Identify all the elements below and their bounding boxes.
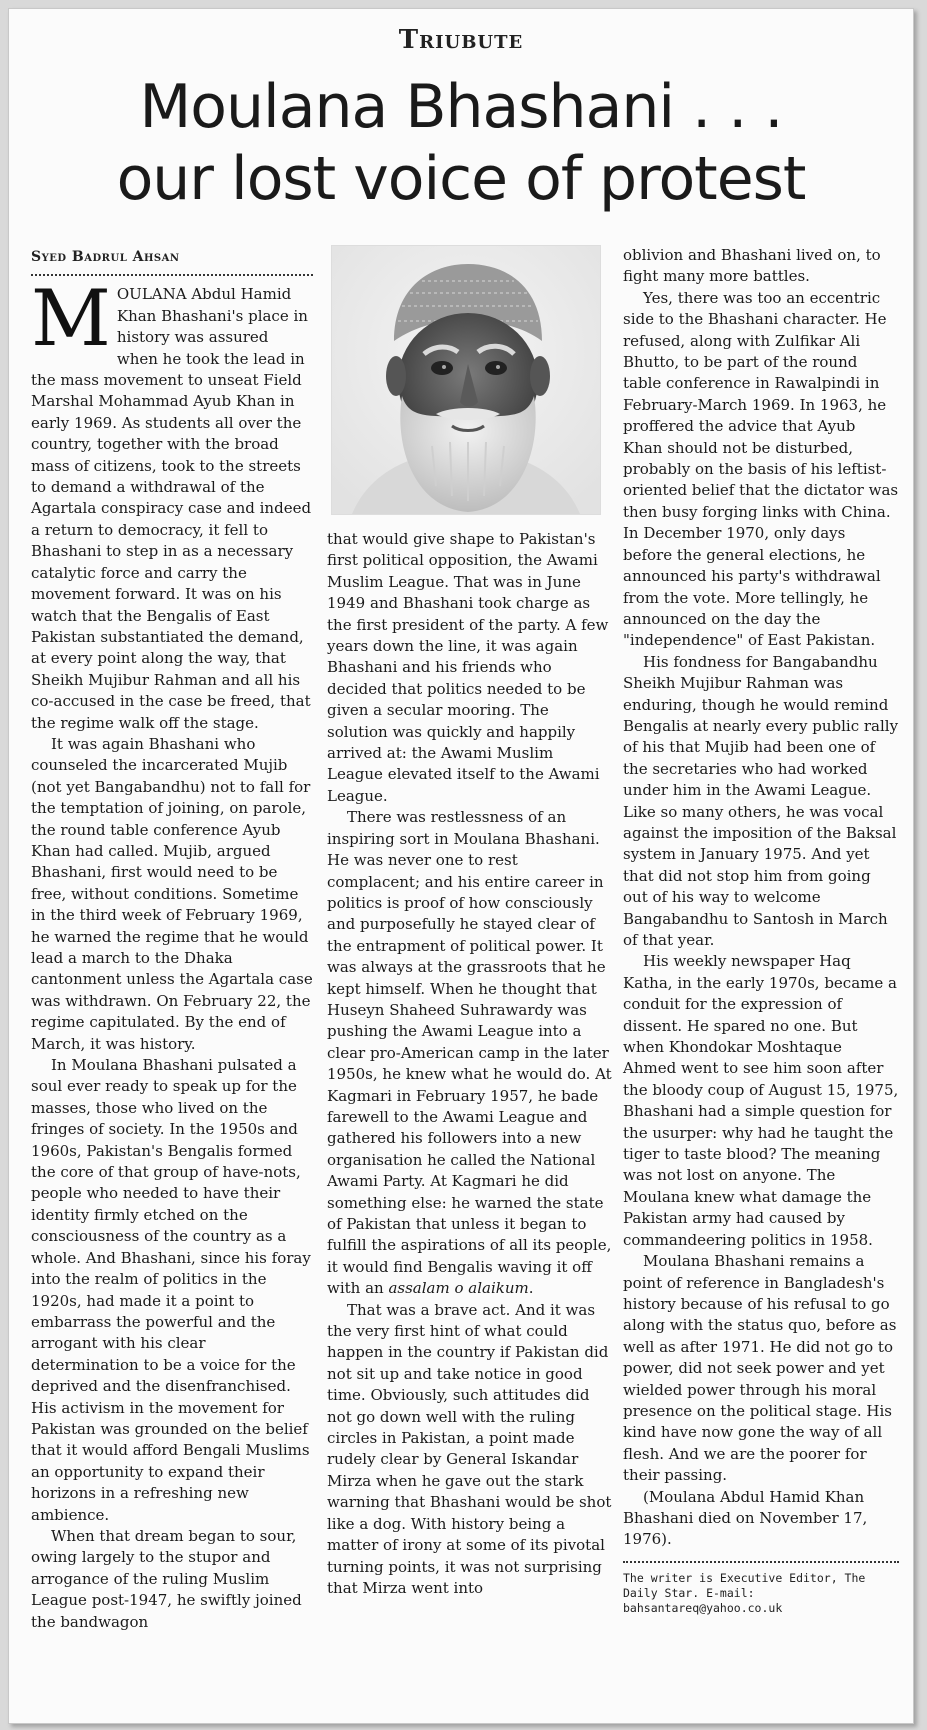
column-3 [623, 245, 899, 1616]
paragraph: It was again Bhashani who counseled the incarcerated Mujib (not yet Bangabandhu) not to fall for the temptation of joining, on parole, the round table conference Ayub Khan had called. Mujib, argued Bhashani, first would need to be free, without conditions. Sometime in the third week of February 1969, he warned the regime that he would lead a march to the Dhaka cantonment unless the Agartala case was withdrawn. On February 22, the regime capitulated. By the end of March, it was history. [31, 734, 313, 1053]
author-note: The writer is Executive Editor, The Daily Star. E-mail: bahsantareq@yahoo.co.uk [623, 1570, 866, 1615]
column-2 [327, 529, 613, 1599]
newspaper-page [8, 8, 914, 1724]
column-1 [31, 245, 313, 1633]
paragraph: (Moulana Abdul Hamid Khan Bhashani died on November 17, 1976). [623, 1487, 868, 1549]
lead-paragraph [31, 274, 313, 734]
paragraph-text: There was restlessness of an inspiring sort in Moulana Bhashani. He was never one to rest complacent; and his entire career in politics is proof of how consciously and purposefully he stayed clear of the entrapment of political power. It was always at the grassroots that he kept himself. When he thought that Huseyn Shaheed Suhrawardy was pushing the Awami League into a clear pro-American camp in the later 1950s, he knew what he would do. At Kagmari in February 1957, he bade farewell to the Awami League and gathered his followers into a new organisation he called the National Awami Party. At Kagmari he did something else: he warned the state of Pakistan that unless it began to fulfill the aspirations of all its people, it would find Bengalis waving it off with an [327, 808, 612, 1298]
paragraph: His fondness for Bangabandhu Sheikh Mujibur Rahman was enduring, though he would remind Bengalis at nearly every public rally of his that Mujib had been one of the secretaries who had worked under him in the Awami League. Like so many others, he was vocal against the imposition of the Baksal system in January 1975. And yet that did not stop him from going out of his way to welcome Bangabandhu to Santosh in March of that year. [623, 652, 899, 949]
byline: Syed Badrul Ahsan [31, 249, 180, 265]
headline [9, 71, 913, 215]
drop-cap: M [31, 274, 111, 365]
lead-paragraph-text: OULANA Abdul Hamid Khan Bhashani's place in history was assured when he took the lead in the mass movement to unseat Field Marshal Mohammad Ayub Khan in early 1969. As students all over the country, together with the broad mass of citizens, took to the streets to demand a withdrawal of the Agartala conspiracy case and indeed a return to democracy, it fell to Bhashani to step in as a necessary catalytic force and carry the movement forward. It was on his watch that the Bengalis of East Pakistan substantiated the demand, at every point along the way, that Sheikh Mujibur Rahman and all his co-accused in the case be freed, that the regime walk off the stage. [31, 285, 312, 732]
paragraph [327, 807, 613, 1299]
paragraph-end: . [528, 1279, 534, 1298]
paragraph: that would give shape to Pakistan's first political opposition, the Awami Muslim League. That was in June 1949 and Bhashani took charge as the first president of the party. A few years down the line, it was again Bhashani and his friends who decided that politics needed to be given a secular mooring. The solution was quickly and happily arrived at: the Awami Muslim League elevated itself to the Awami League. [327, 530, 609, 805]
footer-divider [623, 1561, 899, 1563]
paragraph: His weekly newspaper Haq Katha, in the early 1970s, became a conduit for the expression of dissent. He spared no one. But when Khondokar Moshtaque Ahmed went to see him soon after the bloody coup of August 15, 1975, Bhashani had a simple question for the usurper: why had he taught the tiger to taste blood? The meaning was not lost on anyone. The Moulana knew what damage the Pakistan army had caused by commandeering politics in 1958. [623, 952, 899, 1249]
paragraph: oblivion and Bhashani lived on, to fight many more battles. [623, 246, 881, 286]
paragraph: When that dream began to sour, owing largely to the stupor and arrogance of the ruling Muslim League post-1947, he swiftly joined the bandwagon [31, 1526, 302, 1631]
paragraph: Yes, there was too an eccentric side to the Bhashani character. He refused, along with Zulfikar Ali Bhutto, to be part of the round table conference in Rawalpindi in February-March 1969. In 1963, he proffered the advice that Ayub Khan should not be disturbed, probably on the basis of his leftist-oriented belief that the dictator was then busy forging links with China. In December 1970, only days before the general elections, he announced his party's withdrawal from the vote. More tellingly, he announced on the day the "independence" of East Pakistan. [623, 288, 899, 650]
section-kicker: Triubute [398, 25, 524, 55]
paragraph: In Moulana Bhashani pulsated a soul ever ready to speak up for the masses, those who lived on the fringes of society. In the 1950s and 1960s, Pakistan's Bengalis formed the core of that group of have-nots, people who needed to have their identity firmly etched on the consciousness of the country as a whole. And Bhashani, since his foray into the realm of politics in the 1920s, had made it a point to embarrass the powerful and the arrogant with his clear determination to be a voice for the deprived and the disenfranchised. His activism in the movement for Pakistan was grounded on the belief that it would afford Bengali Muslims an opportunity to expand their horizons in a refreshing new ambience. [31, 1056, 311, 1524]
headline-line-1: Moulana Bhashani . . . [139, 72, 783, 142]
portrait-illustration [332, 246, 600, 514]
paragraph: Moulana Bhashani remains a point of reference in Bangladesh's history because of his refusal to go along with the status quo, before as well as after 1971. He did not go to power, did not seek power and yet wielded power through his moral presence on the political stage. His kind have now gone the way of all flesh. And we are the poorer for their passing. [623, 1252, 897, 1485]
headline-line-2: our lost voice of protest [116, 144, 806, 214]
italic-phrase: assalam o alaikum [388, 1279, 529, 1298]
paragraph: That was a brave act. And it was the very first hint of what could happen in the country if Pakistan did not sit up and take notice in good time. Obviously, such attitudes did not go down well with the ruling circles in Pakistan, a point made rudely clear by General Iskandar Mirza when he gave out the stark warning that Bhashani would be shot like a dog. With history being a matter of irony at some of its pivotal turning points, it was not surprising that Mirza went into [327, 1300, 612, 1597]
portrait-photo [331, 245, 601, 515]
